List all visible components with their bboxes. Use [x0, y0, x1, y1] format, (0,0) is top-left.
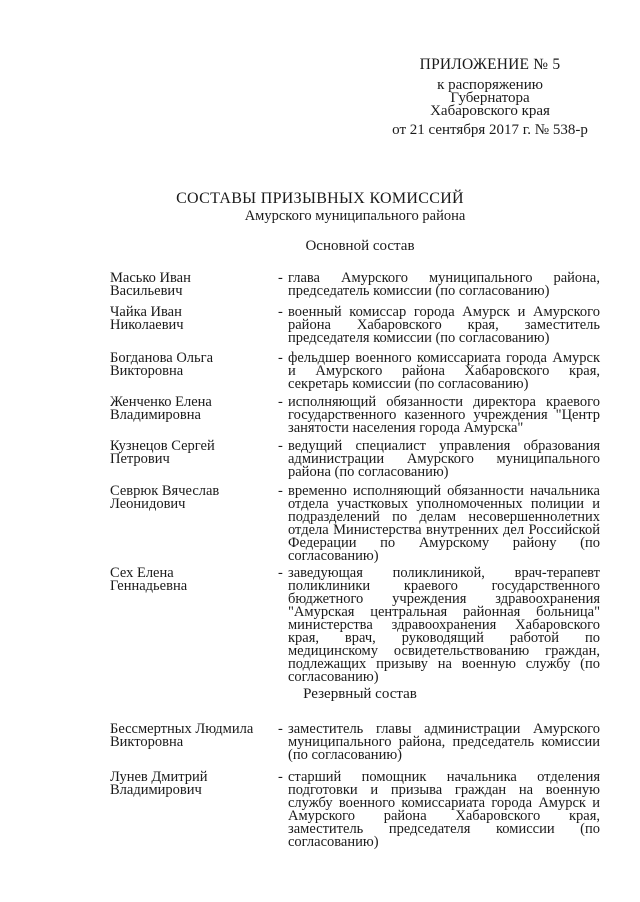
member-role: заместитель главы администрации Амурского муниципального района, председатель комиссии (по согласованию)	[288, 721, 600, 763]
member-name	[110, 396, 275, 422]
member-role: исполняющий обязанности директора краевого государственного казенного учреждения "Центр занятости населения города Амурска"	[288, 394, 600, 436]
attachment-line-3: Хабаровского края	[430, 103, 550, 119]
member-name	[110, 306, 275, 332]
dash: -	[278, 304, 283, 320]
member-name-line: Бессмертных Людмила	[110, 721, 254, 737]
attachment-line-2: Губернатора	[450, 90, 530, 106]
member-name-line: Петрович	[110, 451, 170, 467]
dash: -	[278, 721, 283, 737]
member-name-line: Лунев Дмитрий	[110, 769, 208, 785]
member-name-line: Леонидович	[110, 496, 186, 512]
member-name-line: Чайка Иван	[110, 304, 182, 320]
member-name	[110, 723, 275, 749]
dash: -	[278, 438, 283, 454]
member-name-line: Викторовна	[110, 734, 184, 750]
member-name-line: Женченко Елена	[110, 394, 212, 410]
dash: -	[278, 350, 283, 366]
attachment-date-number: от 21 сентября 2017 г. № 538-р	[392, 122, 588, 138]
member-name	[110, 272, 275, 298]
member-name-line: Севрюк Вячеслав	[110, 483, 220, 499]
member-name-line: Кузнецов Сергей	[110, 438, 215, 454]
attachment-header	[380, 58, 600, 137]
member-name-line: Владимирович	[110, 782, 202, 798]
dash: -	[278, 394, 283, 410]
member-name-line: Богданова Ольга	[110, 350, 214, 366]
document-subtitle: Амурского муниципального района	[244, 208, 466, 224]
member-name-line: Николаевич	[110, 317, 184, 333]
document-title: СОСТАВЫ ПРИЗЫВНЫХ КОМИССИЙ	[176, 190, 464, 207]
member-name-line: Викторовна	[110, 363, 184, 379]
member-role: временно исполняющий обязанности начальника отдела участковых уполномоченных полиции и подразделений по делам несовершеннолетних отдела Министерства внутренних дел Российской Федерации по Амурскому району (по согласованию)	[288, 483, 600, 564]
member-name-line: Масько Иван	[110, 270, 191, 286]
dash: -	[278, 565, 283, 581]
member-role: старший помощник начальника отделения подготовки и призыва граждан на военную службу военного комиссариата города Амурск и Амурского района Хабаровского края, заместитель председателя комиссии (по согласованию)	[288, 769, 600, 850]
attachment-title: ПРИЛОЖЕНИЕ № 5	[419, 56, 561, 73]
member-role: ведущий специалист управления образования администрации Амурского муниципального района (по согласованию)	[288, 438, 600, 480]
dash: -	[278, 769, 283, 785]
member-name-line: Сех Елена	[110, 565, 174, 581]
member-name-line: Владимировна	[110, 407, 201, 423]
main-section-title: Основной состав	[305, 238, 415, 254]
member-name	[110, 440, 275, 466]
dash: -	[278, 270, 283, 286]
member-name	[110, 567, 275, 593]
member-name	[110, 352, 275, 378]
member-name	[110, 485, 275, 511]
member-role: заведующая поликлиникой, врач-терапевт поликлиники краевого государственного бюджетного учреждения здравоохранения "Амурская центральная районная больница" министерства здравоохранения Хабаровского края, врач, руководящий работой по медицинскому освидетельствованию граждан, подлежащих призыву на военную службу (по согласованию)	[288, 565, 600, 685]
member-name-line: Васильевич	[110, 283, 183, 299]
member-role: фельдшер военного комиссариата города Амурск и Амурского района Хабаровского края, секретарь комиссии (по согласованию)	[288, 350, 600, 392]
dash: -	[278, 483, 283, 499]
attachment-line-1: к распоряжению	[437, 77, 543, 93]
reserve-section-title: Резервный состав	[303, 686, 417, 702]
member-role: военный комиссар города Амурск и Амурского района Хабаровского края, заместитель председателя комиссии (по согласованию)	[288, 304, 600, 346]
member-name-line: Геннадьевна	[110, 578, 188, 594]
member-name	[110, 771, 275, 797]
member-role: глава Амурского муниципального района, председатель комиссии (по согласованию)	[288, 270, 600, 299]
